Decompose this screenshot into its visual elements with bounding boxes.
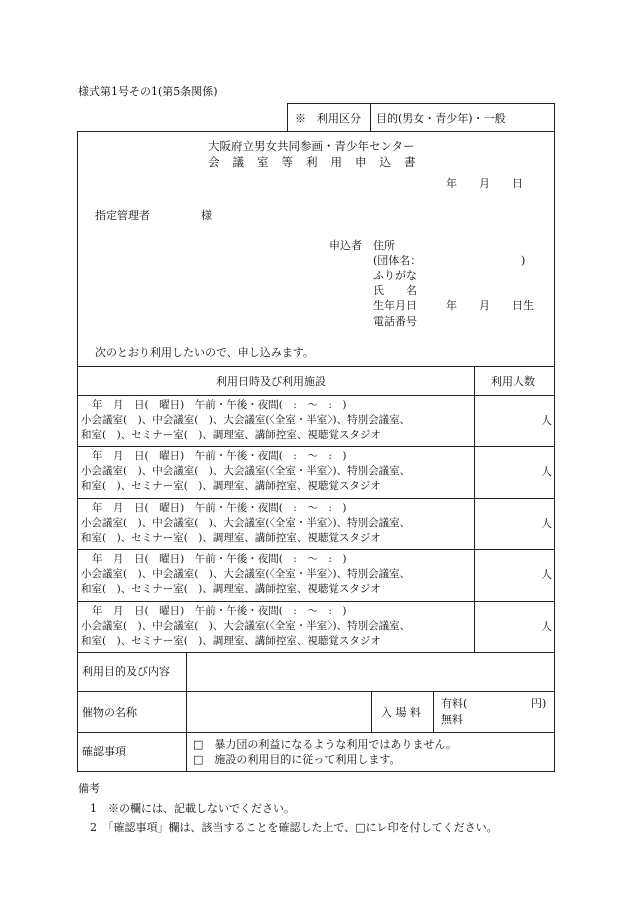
notes-title: 備考: [78, 782, 100, 795]
usage-count-unit: 人: [541, 414, 552, 427]
usage-rooms-line: 小会議室( )、中会議室( )、大会議室(〈全室・半室〉)、特別会議室、: [81, 568, 411, 580]
usage-rooms-line: 小会議室( )、中会議室( )、大会議室(〈全室・半室〉)、特別会議室、: [81, 465, 411, 477]
usage-rooms-line-2: 和室( )、セミナー室( )、調理室、講師控室、視聴覚スタジオ: [81, 429, 381, 441]
confirm-label: 確認事項: [82, 745, 126, 758]
center-name: 大阪府立男女共同参画・青少年センター: [208, 139, 415, 153]
usage-count-unit: 人: [541, 620, 552, 633]
request-text: 次のとおり利用したいので、申し込みます。: [95, 346, 314, 359]
usage-count-unit: 人: [541, 517, 552, 530]
name-label: 氏 名: [373, 284, 417, 297]
usage-rooms-line: 小会議室( )、中会議室( )、大会議室(〈全室・半室〉)、特別会議室、: [81, 517, 411, 529]
usage-row: [77, 395, 555, 446]
note-1: 1 ※の欄には、記載しないでください。: [90, 802, 295, 815]
fee-unit: 円): [531, 697, 547, 710]
purpose-label: 利用目的及び内容: [82, 665, 170, 678]
usage-rooms-line: 小会議室( )、中会議室( )、大会議室(〈全室・半室〉)、特別会議室、: [81, 414, 411, 426]
usage-category-mark: ※ 利用区分: [295, 112, 361, 125]
phone-label: 電話番号: [373, 315, 417, 328]
usage-row: [77, 498, 555, 549]
form-title: 会議室等利用申込書: [208, 155, 429, 169]
birth-date-fields: 年 月 日生: [446, 299, 534, 312]
usage-datetime-line: 年 月 日( 曜日) 午前・午後・夜間( : ～ : ): [92, 399, 347, 411]
usage-datetime-line: 年 月 日( 曜日) 午前・午後・夜間( : ～ : ): [92, 605, 347, 617]
usage-rooms-line-2: 和室( )、セミナー室( )、調理室、講師控室、視聴覚スタジオ: [81, 635, 381, 647]
birth-label: 生年月日: [373, 299, 417, 312]
usage-datetime-line: 年 月 日( 曜日) 午前・午後・夜間( : ～ : ): [92, 553, 347, 565]
applicant-label: 申込者: [329, 239, 362, 252]
usage-count-unit: 人: [541, 568, 552, 581]
confirm-item-2[interactable]: □ 施設の利用目的に従って利用します。: [193, 753, 401, 766]
note-2: 2 「確認事項」欄は、該当することを確認した上で、□にレ印を付してください。: [90, 821, 498, 834]
usage-datetime-line: 年 月 日( 曜日) 午前・午後・夜間( : ～ : ): [92, 502, 347, 514]
recipient-label: 指定管理者: [95, 209, 150, 222]
usage-row: [77, 446, 555, 497]
admission-label: 入 場 料: [381, 706, 421, 719]
event-name-label: 催物の名称: [82, 706, 137, 719]
recipient-suffix: 様: [201, 209, 212, 222]
count-header: 利用人数: [491, 375, 535, 388]
usage-rooms-line-2: 和室( )、セミナー室( )、調理室、講師控室、視聴覚スタジオ: [81, 532, 381, 544]
facility-header: 利用日時及び利用施設: [216, 375, 326, 388]
usage-row: [77, 601, 555, 652]
usage-count-unit: 人: [541, 465, 552, 478]
furigana-label: ふりがな: [373, 269, 417, 282]
fee-paid: 有料(: [441, 697, 468, 710]
application-date: 年 月 日: [446, 177, 523, 190]
usage-datetime-line: 年 月 日( 曜日) 午前・午後・夜間( : ～ : ): [92, 450, 347, 462]
usage-rooms-line-2: 和室( )、セミナー室( )、調理室、講師控室、視聴覚スタジオ: [81, 480, 381, 492]
confirm-item-1[interactable]: □ 暴力団の利益になるような利用ではありません。: [193, 738, 458, 751]
form-label: 様式第1号その1(第5条関係): [78, 85, 218, 98]
group-name-close: ): [521, 254, 526, 267]
usage-rooms-line: 小会議室( )、中会議室( )、大会議室(〈全室・半室〉)、特別会議室、: [81, 620, 411, 632]
address-label: 住所: [373, 239, 395, 252]
fee-free: 無料: [441, 713, 463, 726]
group-name-label: (団体名：: [373, 254, 422, 267]
usage-row: [77, 549, 555, 600]
usage-category-value: 目的(男女・青少年)・一般: [376, 112, 506, 125]
usage-rooms-line-2: 和室( )、セミナー室( )、調理室、講師控室、視聴覚スタジオ: [81, 583, 381, 595]
